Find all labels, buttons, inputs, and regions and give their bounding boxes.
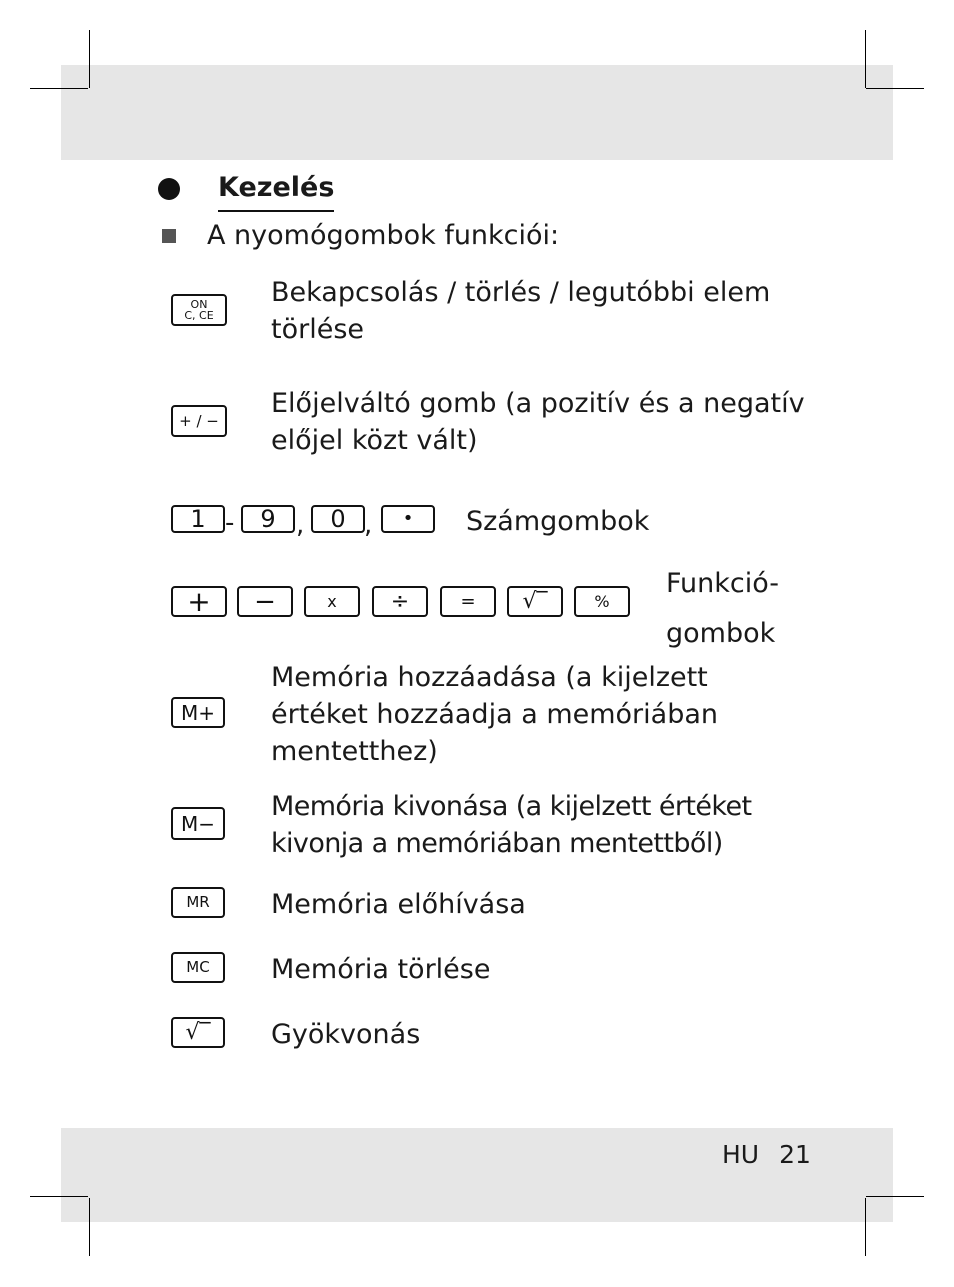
function-keys-label-line: Funkció- <box>666 568 780 599</box>
on-ce-key-bottom: C, CE <box>184 309 214 322</box>
sign-change-description-line: Előjelváltó gomb (a pozitív és a negatív <box>271 388 805 419</box>
section-subheading: A nyomógombok funkciói: <box>207 220 560 251</box>
memory-subtract-description <box>271 788 751 862</box>
crop-mark <box>865 1198 866 1256</box>
digit-comma: , <box>364 510 373 540</box>
crop-mark <box>30 88 88 89</box>
memory-clear-key: MC <box>171 952 225 983</box>
memory-add-description <box>271 659 718 770</box>
divide-key: ÷ <box>372 586 428 617</box>
memory-recall-key: MR <box>171 887 225 918</box>
language-code: HU <box>722 1140 760 1169</box>
equals-key: = <box>440 586 496 617</box>
square-root-description: Gyökvonás <box>271 1019 421 1050</box>
percent-key: % <box>574 586 630 617</box>
crop-mark <box>866 88 924 89</box>
memory-recall-description: Memória előhívása <box>271 889 526 920</box>
square-bullet-icon <box>162 229 176 243</box>
memory-clear-description: Memória törlése <box>271 954 491 985</box>
minus-key: − <box>237 586 293 617</box>
on-ce-key-top: ON <box>190 298 208 311</box>
page-number: 21 <box>779 1140 811 1169</box>
page-footer <box>722 1140 811 1170</box>
crop-mark <box>89 1198 90 1256</box>
function-keys-label-line: gombok <box>666 618 776 649</box>
plus-key: + <box>171 586 227 617</box>
sign-change-description-line: előjel közt vált) <box>271 425 478 456</box>
memory-subtract-key: M− <box>171 807 225 840</box>
memory-subtract-description-line: kivonja a memóriában mentettből) <box>271 828 723 859</box>
digit-range-separator: - <box>225 508 235 538</box>
section-heading: Kezelés <box>218 172 334 212</box>
crop-mark <box>865 30 866 88</box>
on-ce-description-line: Bekapcsolás / törlés / legutóbbi elem <box>271 277 771 308</box>
decimal-point-key: • <box>381 505 435 533</box>
memory-add-key: M+ <box>171 697 225 728</box>
digit-key-9: 9 <box>241 505 295 533</box>
header-band <box>61 65 893 160</box>
memory-subtract-description-line: Memória kivonása (a kijelzett értéket <box>271 791 752 822</box>
on-ce-description-line: törlése <box>271 314 364 345</box>
square-root-key: √‾ <box>171 1017 225 1048</box>
memory-add-description-line: értéket hozzáadja a memóriában <box>271 699 719 730</box>
multiply-key: x <box>304 586 360 617</box>
memory-add-description-line: mentetthez) <box>271 736 438 767</box>
crop-mark <box>866 1196 924 1197</box>
crop-mark <box>30 1196 88 1197</box>
crop-mark <box>89 30 90 88</box>
heading-bullet-icon <box>158 178 180 200</box>
sign-change-description <box>271 385 805 459</box>
digit-keys-label: Számgombok <box>466 506 650 537</box>
square-root-key: √‾ <box>507 586 563 617</box>
on-ce-key <box>171 294 227 326</box>
on-ce-description <box>271 274 770 348</box>
digit-comma: , <box>296 510 305 540</box>
digit-key-0: 0 <box>311 505 365 533</box>
function-keys-label <box>666 566 779 652</box>
digit-key-1: 1 <box>171 505 225 533</box>
sign-change-key: + / − <box>171 405 227 437</box>
memory-add-description-line: Memória hozzáadása (a kijelzett <box>271 662 708 693</box>
